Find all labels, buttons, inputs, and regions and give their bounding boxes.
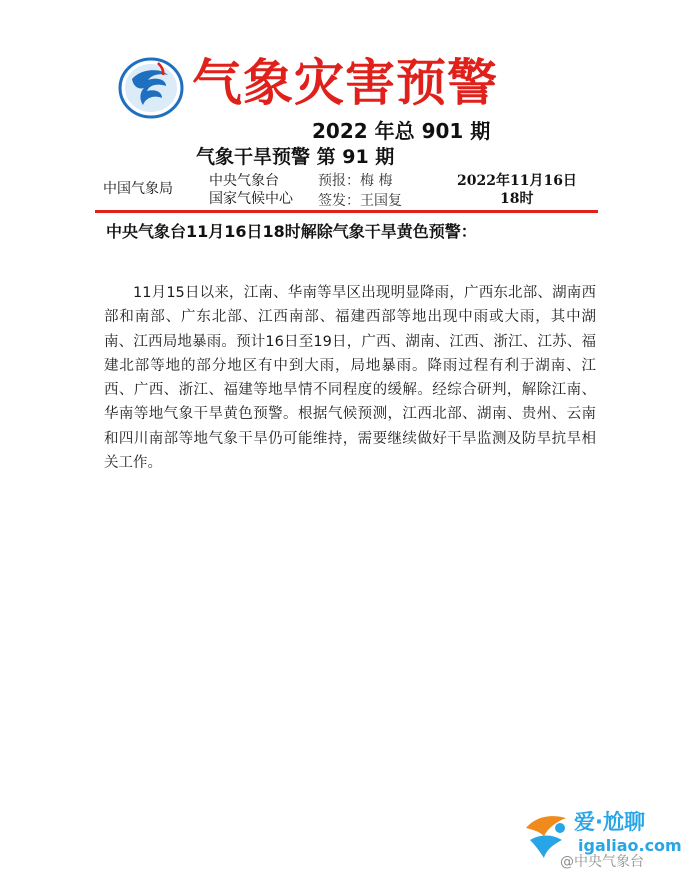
cma-logo-icon	[118, 57, 184, 119]
banner-title: 气象灾害预警	[192, 53, 498, 112]
signer: 签发：王国复	[318, 193, 402, 209]
watermark-handle: @中央气象台	[560, 854, 644, 870]
department-2: 国家气候中心	[209, 191, 293, 207]
issue-total-number: 2022 年总 901 期	[312, 119, 491, 143]
forecaster: 预报：梅 梅	[318, 173, 393, 189]
issue-date: 2022年11月16日	[457, 173, 577, 189]
article-body: 11月15日以来，江南、华南等旱区出现明显降雨，广西东北部、湖南西部和南部、广东北部、江西南部、福建西部等地出现中雨或大雨，其中湖南、江西局地暴雨。预计16日至19日，广西、湖南、江西、浙江、江苏、福建北部等地的部分地区有中到大雨，局地暴雨。降雨过程有利于湖南、江西、广西、浙江、福建等地旱情不同程度的缓解。经综合研判，解除江南、华南等地气象干旱黄色预警。根据气候预测，江西北部、湖南、贵州、云南和四川南部等地气象干旱仍可能维持，需要继续做好干旱监测及防旱抗旱相关工作。	[104, 285, 596, 472]
issuing-agency: 中国气象局	[103, 181, 173, 197]
issue-time: 18时	[500, 191, 534, 207]
department-1: 中央气象台	[209, 173, 279, 189]
issue-series-number: 气象干旱预警 第 91 期	[196, 146, 395, 168]
watermark-site-url: igaliao.com	[578, 836, 682, 855]
article-headline: 中央气象台11月16日18时解除气象干旱黄色预警：	[106, 222, 477, 241]
watermark-site-name: 爱·尬聊	[574, 810, 645, 834]
header-divider	[95, 210, 598, 213]
